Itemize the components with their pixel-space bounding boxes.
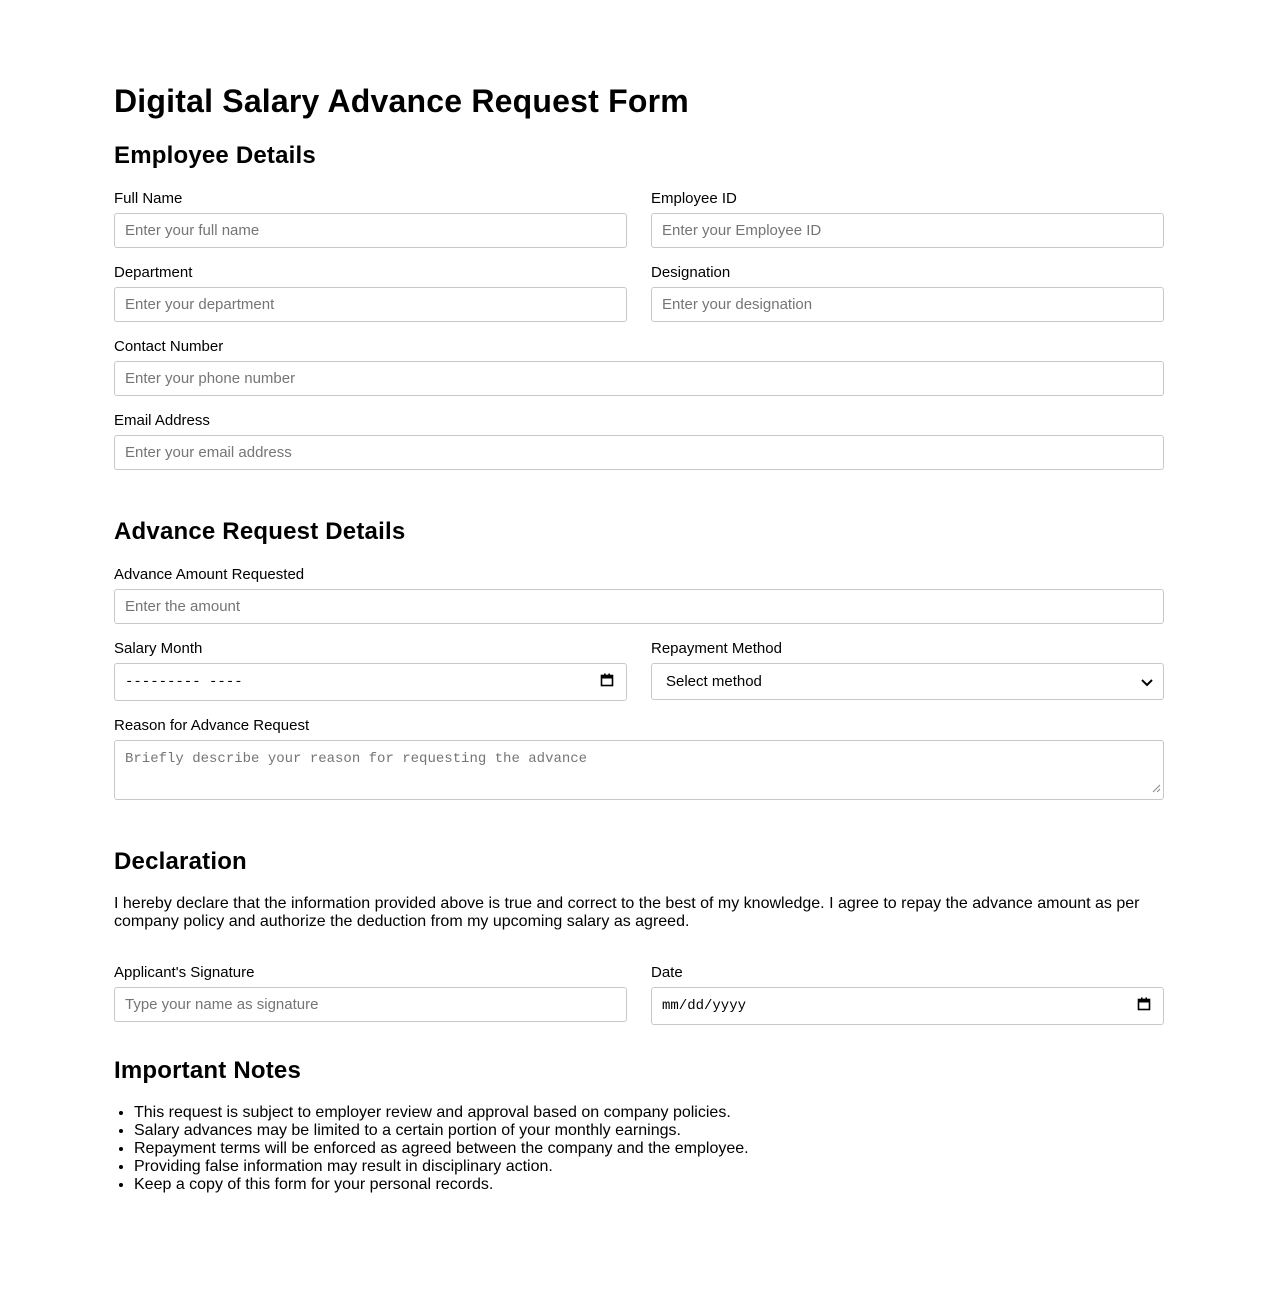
- department-input[interactable]: [114, 287, 627, 322]
- signature-label: Applicant's Signature: [114, 964, 255, 981]
- reason-placeholder: Briefly describe your reason for requesting the advance: [125, 751, 588, 767]
- repayment-method-label: Repayment Method: [651, 640, 782, 657]
- department-placeholder: Enter your department: [125, 296, 275, 313]
- calendar-icon[interactable]: [1137, 997, 1151, 1015]
- advance-details-heading: Advance Request Details: [114, 518, 406, 545]
- full-name-label: Full Name: [114, 190, 183, 207]
- contact-number-input[interactable]: [114, 361, 1164, 396]
- salary-month-label: Salary Month: [114, 640, 203, 657]
- employee-id-input[interactable]: [651, 213, 1164, 248]
- designation-input[interactable]: [651, 287, 1164, 322]
- salary-month-value: --------- ----: [125, 674, 243, 690]
- full-name-placeholder: Enter your full name: [125, 222, 260, 239]
- page-title: Digital Salary Advance Request Form: [114, 83, 689, 119]
- date-input[interactable]: [651, 987, 1164, 1025]
- designation-label: Designation: [651, 264, 731, 281]
- date-value: mm/dd/yyyy: [662, 998, 747, 1014]
- signature-placeholder: Type your name as signature: [125, 996, 319, 1013]
- reason-label: Reason for Advance Request: [114, 717, 310, 734]
- email-placeholder: Enter your email address: [125, 444, 292, 461]
- notes-list: [114, 1104, 749, 1194]
- signature-input[interactable]: [114, 987, 627, 1022]
- date-label: Date: [651, 964, 683, 981]
- list-item: • Providing false information may result in disciplinary action.: [134, 1158, 749, 1176]
- salary-month-input[interactable]: [114, 663, 627, 701]
- important-notes-heading: Important Notes: [114, 1057, 302, 1084]
- full-name-input[interactable]: [114, 213, 627, 248]
- email-label: Email Address: [114, 412, 210, 429]
- contact-number-placeholder: Enter your phone number: [125, 370, 296, 387]
- reason-textarea[interactable]: [114, 740, 1164, 800]
- designation-placeholder: Enter your designation: [662, 296, 813, 313]
- contact-number-label: Contact Number: [114, 338, 224, 355]
- advance-amount-placeholder: Enter the amount: [125, 598, 241, 615]
- chevron-down-icon: [1141, 673, 1153, 690]
- list-item: • Keep a copy of this form for your personal records.: [134, 1176, 749, 1194]
- list-item: • Repayment terms will be enforced as agreed between the company and the employee.: [134, 1140, 749, 1158]
- email-input[interactable]: [114, 435, 1164, 470]
- employee-details-heading: Employee Details: [114, 142, 316, 169]
- advance-amount-input[interactable]: [114, 589, 1164, 624]
- advance-amount-label: Advance Amount Requested: [114, 566, 305, 583]
- declaration-heading: Declaration: [114, 848, 247, 875]
- list-item: • Salary advances may be limited to a certain portion of your monthly earnings.: [134, 1122, 749, 1140]
- department-label: Department: [114, 264, 193, 281]
- list-item: • This request is subject to employer review and approval based on company policies.: [134, 1104, 749, 1122]
- employee-id-label: Employee ID: [651, 190, 737, 207]
- declaration-text: I hereby declare that the information provided above is true and correct to the best of my knowledge. I agree to repay the advance amount as per company policy and authorize the deduction from my upcoming salary as agreed.: [114, 895, 1140, 930]
- calendar-icon[interactable]: [600, 673, 614, 691]
- resize-grip-icon[interactable]: [1152, 780, 1161, 797]
- employee-id-placeholder: Enter your Employee ID: [662, 222, 822, 239]
- repayment-method-selected: Select method: [666, 673, 762, 690]
- repayment-method-select[interactable]: [651, 663, 1164, 700]
